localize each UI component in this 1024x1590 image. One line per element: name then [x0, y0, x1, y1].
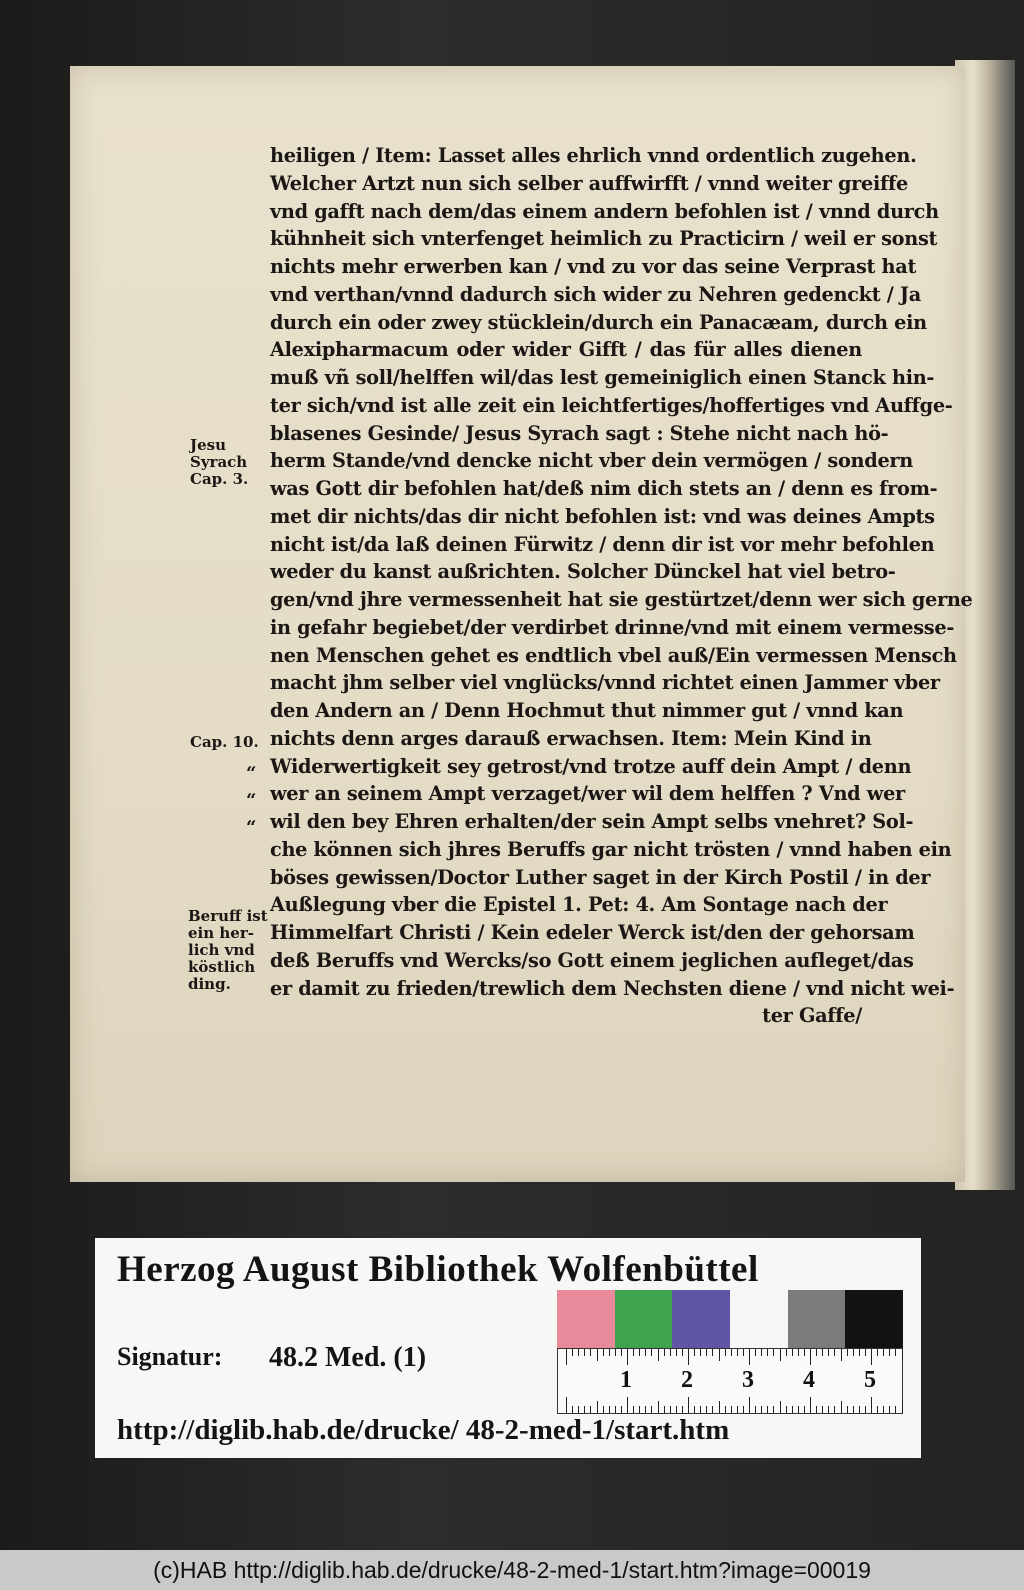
ruler-tick: [627, 1349, 628, 1365]
color-swatch: [615, 1290, 673, 1348]
ruler-tick: [828, 1406, 829, 1413]
text-line: nichts mehr erwerben kan / vnd zu vor das seine Verprast hat: [270, 255, 917, 278]
ruler-tick: [865, 1406, 866, 1413]
ruler-tick: [615, 1349, 616, 1356]
ruler-tick: [895, 1406, 896, 1413]
ruler-tick: [841, 1349, 842, 1361]
ruler-tick: [651, 1406, 652, 1413]
ruler-tick: [773, 1349, 774, 1356]
ruler-number: 5: [864, 1367, 876, 1393]
ruler-tick: [633, 1406, 634, 1413]
text-line: Widerwertigkeit sey getrost/vnd trotze auff dein Ampt / denn: [270, 754, 912, 778]
ruler-tick: [731, 1349, 732, 1356]
ruler-tick: [883, 1349, 884, 1356]
ruler-tick: [572, 1349, 573, 1356]
color-swatch: [788, 1290, 846, 1348]
ruler-tick: [834, 1406, 835, 1413]
ruler-tick: [853, 1406, 854, 1413]
library-label-card: [95, 1238, 921, 1458]
ruler-tick: [859, 1406, 860, 1413]
ruler-tick: [584, 1406, 585, 1413]
ruler-tick: [645, 1349, 646, 1356]
ruler-tick: [700, 1349, 701, 1356]
catalog-url: http://diglib.hab.de/drucke/ 48-2-med-1/start.htm: [117, 1414, 730, 1446]
ruler-tick: [712, 1349, 713, 1356]
ruler-tick: [780, 1401, 781, 1413]
ruler-tick: [871, 1397, 872, 1413]
ruler-tick: [749, 1397, 750, 1413]
ruler-tick: [773, 1406, 774, 1413]
ruler-tick: [670, 1406, 671, 1413]
ruler-tick: [633, 1349, 634, 1356]
ruler-tick: [639, 1349, 640, 1356]
ruler-tick: [743, 1406, 744, 1413]
ruler-tick: [694, 1349, 695, 1356]
measurement-ruler: [557, 1348, 903, 1414]
ruler-tick: [847, 1349, 848, 1356]
ruler-tick: [816, 1349, 817, 1356]
ruler-tick: [792, 1349, 793, 1356]
text-line: böses gewissen/Doctor Luther saget in der Kirch Postil / in der: [270, 865, 931, 889]
text-line: blasenes Gesinde/ Jesus Syrach sagt : Stehe nicht nach hö-: [270, 421, 889, 445]
text-line: nen Menschen gehet es endtlich vbel auß/Ein vermessen Mensch: [270, 643, 957, 667]
ruler-tick: [706, 1406, 707, 1413]
ruler-tick: [804, 1406, 805, 1413]
ruler-number: 2: [681, 1367, 693, 1393]
ruler-tick: [688, 1349, 689, 1365]
color-swatch: [672, 1290, 730, 1348]
ruler-tick: [761, 1349, 762, 1356]
ruler-tick: [889, 1406, 890, 1413]
ruler-tick: [865, 1349, 866, 1356]
color-swatch: [557, 1290, 615, 1348]
ruler-tick: [816, 1406, 817, 1413]
ruler-tick: [902, 1401, 903, 1413]
ruler-tick: [566, 1397, 567, 1413]
ruler-tick: [658, 1349, 659, 1361]
ruler-tick: [627, 1397, 628, 1413]
text-line: Himmelfart Christi / Kein edeler Werck ist/den der gehorsam: [270, 921, 915, 944]
ruler-tick: [749, 1349, 750, 1365]
ruler-tick: [853, 1349, 854, 1356]
ruler-tick: [798, 1349, 799, 1356]
text-line: deß Beruffs vnd Wercks/so Gott einem jeglichen aufleget/das: [270, 948, 914, 972]
ruler-tick: [621, 1349, 622, 1356]
text-line: vnd verthan/vnnd dadurch sich wider zu Nehren gedenckt / Ja: [270, 282, 921, 306]
ruler-tick: [719, 1349, 720, 1361]
text-line: gen/vnd jhre vermessenheit hat sie gestürtzet/denn wer sich gerne: [270, 588, 973, 611]
color-calibration-strip: [557, 1290, 903, 1348]
ruler-tick: [621, 1406, 622, 1413]
page-text: [270, 142, 973, 1030]
text-line: nicht ist/da laß deinen Fürwitz / denn dir ist vor mehr befohlen: [270, 532, 935, 556]
text-line: muß vñ soll/helffen wil/das lest gemeiniglich einen Stanck hin-: [270, 366, 935, 389]
ruler-tick: [737, 1349, 738, 1356]
text-line: wer an seinem Ampt verzaget/wer wil dem helffen ? Vnd wer: [270, 782, 905, 806]
ruler-tick: [743, 1349, 744, 1356]
ruler-tick: [590, 1406, 591, 1413]
text-line: met dir nichts/das dir nicht befohlen ist: vnd was deines Ampts: [270, 504, 935, 528]
ruler-tick: [584, 1349, 585, 1356]
ruler-tick: [767, 1406, 768, 1413]
copyright-footer: (c)HAB http://diglib.hab.de/drucke/48-2-med-1/start.htm?image=00019: [0, 1550, 1024, 1590]
ruler-tick: [889, 1349, 890, 1356]
ruler-tick: [755, 1349, 756, 1356]
text-line: durch ein oder zwey stücklein/durch ein Panacæam, durch ein: [270, 310, 927, 334]
text-line: in gefahr begiebet/der verdirbet drinne/vnd mit einem vermesse-: [270, 615, 955, 639]
ruler-tick: [780, 1349, 781, 1361]
ruler-tick: [676, 1349, 677, 1356]
ruler-tick: [822, 1349, 823, 1356]
ruler-tick: [725, 1349, 726, 1356]
ruler-tick: [731, 1406, 732, 1413]
ruler-tick: [578, 1349, 579, 1356]
ruler-tick: [761, 1406, 762, 1413]
ruler-tick: [639, 1406, 640, 1413]
text-line: kühnheit sich vnterfenget heimlich zu Practicirn / weil er sonst: [270, 227, 938, 251]
text-line: ter Gaffe/: [762, 1004, 862, 1028]
ruler-tick: [822, 1406, 823, 1413]
ruler-number: 3: [742, 1367, 754, 1393]
ruler-tick: [737, 1406, 738, 1413]
ruler-tick: [688, 1397, 689, 1413]
text-line: ter sich/vnd ist alle zeit ein leichtfertiges/hoffertiges vnd Auffge-: [270, 393, 953, 417]
ruler-tick: [682, 1349, 683, 1356]
text-line: wil den bey Ehren erhalten/der sein Ampt selbs vnehret? Sol-: [270, 810, 914, 833]
text-line: che können sich jhres Beruffs gar nicht trösten / vnnd haben ein: [270, 837, 952, 861]
color-swatch: [845, 1290, 903, 1348]
ruler-tick: [847, 1406, 848, 1413]
ruler-tick: [700, 1406, 701, 1413]
text-line: macht jhm selber viel vnglücks/vnnd richtet einen Jammer vber: [270, 671, 940, 695]
ruler-tick: [767, 1349, 768, 1356]
ruler-tick: [694, 1406, 695, 1413]
ruler-tick: [645, 1406, 646, 1413]
ruler-tick: [578, 1406, 579, 1413]
ruler-tick: [670, 1349, 671, 1356]
ruler-tick: [810, 1397, 811, 1413]
color-swatch: [730, 1290, 788, 1348]
ruler-tick: [828, 1349, 829, 1356]
ruler-tick: [841, 1401, 842, 1413]
ruler-tick: [877, 1406, 878, 1413]
text-line: Außlegung vber die Epistel 1. Pet: 4. Am Sontage nach der: [270, 893, 888, 917]
ruler-tick: [597, 1401, 598, 1413]
ruler-tick: [603, 1349, 604, 1356]
ruler-tick: [609, 1406, 610, 1413]
ruler-tick: [572, 1406, 573, 1413]
ruler-tick: [651, 1349, 652, 1356]
text-line: herm Stande/vnd dencke nicht vber dein vermögen / sondern: [270, 449, 913, 473]
ruler-number: 4: [803, 1367, 815, 1393]
ruler-tick: [834, 1349, 835, 1356]
ruler-tick: [895, 1349, 896, 1356]
ruler-tick: [902, 1349, 903, 1361]
text-line: den Andern an / Denn Hochmut thut nimmer gut / vnnd kan: [270, 699, 904, 722]
text-line: er damit zu frieden/trewlich dem Nechsten diene / vnd nicht wei-: [270, 976, 955, 1000]
ruler-tick: [786, 1349, 787, 1356]
ruler-tick: [871, 1349, 872, 1365]
ruler-tick: [755, 1406, 756, 1413]
text-line: heiligen / Item: Lasset alles ehrlich vnnd ordentlich zugehen.: [270, 144, 917, 167]
ruler-tick: [798, 1406, 799, 1413]
ruler-tick: [590, 1349, 591, 1356]
ruler-tick: [712, 1406, 713, 1413]
library-name: Herzog August Bibliothek Wolfenbüttel: [117, 1249, 759, 1290]
ruler-tick: [804, 1349, 805, 1356]
ruler-tick: [676, 1406, 677, 1413]
ruler-tick: [664, 1349, 665, 1356]
ruler-tick: [719, 1401, 720, 1413]
ruler-tick: [615, 1406, 616, 1413]
text-line: weder du kanst außrichten. Solcher Dünckel hat viel betro-: [270, 560, 896, 584]
ruler-tick: [706, 1349, 707, 1356]
ruler-tick: [597, 1349, 598, 1361]
ruler-tick: [609, 1349, 610, 1356]
margin-note-jesus-syrach: Jesu Syrach Cap. 3.: [190, 436, 249, 488]
ruler-tick: [786, 1406, 787, 1413]
text-line: vnd gafft nach dem/das einem andern befohlen ist / vnnd durch: [270, 199, 939, 223]
ruler-tick: [725, 1406, 726, 1413]
ruler-tick: [877, 1349, 878, 1356]
ruler-tick: [682, 1406, 683, 1413]
book-page: [70, 66, 973, 1182]
ruler-tick: [792, 1406, 793, 1413]
ruler-tick: [810, 1349, 811, 1365]
ruler-tick: [859, 1349, 860, 1356]
ruler-tick: [603, 1406, 604, 1413]
text-line: was Gott dir befohlen hat/deß nim dich stets an / denn es from-: [270, 477, 938, 500]
ruler-tick: [566, 1349, 567, 1365]
text-line: Alexipharmacum oder wider Gifft / das für alles dienen: [270, 338, 862, 362]
ruler-tick: [664, 1406, 665, 1413]
margin-note-cap-10: Cap. 10.: [190, 733, 259, 751]
ruler-number: 1: [620, 1367, 632, 1393]
margin-note-beruff: Beruff ist ein her- lich vnd köstlich ding.: [188, 907, 268, 993]
signatur-label: Signatur:: [117, 1342, 223, 1371]
ruler-tick: [883, 1406, 884, 1413]
text-line: Welcher Artzt nun sich selber auffwirfft / vnnd weiter greiffe: [270, 171, 908, 195]
ruler-tick: [658, 1401, 659, 1413]
margin-note-quote-marks: “ “ “: [246, 763, 257, 838]
signatur-value: 48.2 Med. (1): [269, 1342, 427, 1373]
text-line: nichts denn arges darauß erwachsen. Item: Mein Kind in: [270, 726, 872, 750]
